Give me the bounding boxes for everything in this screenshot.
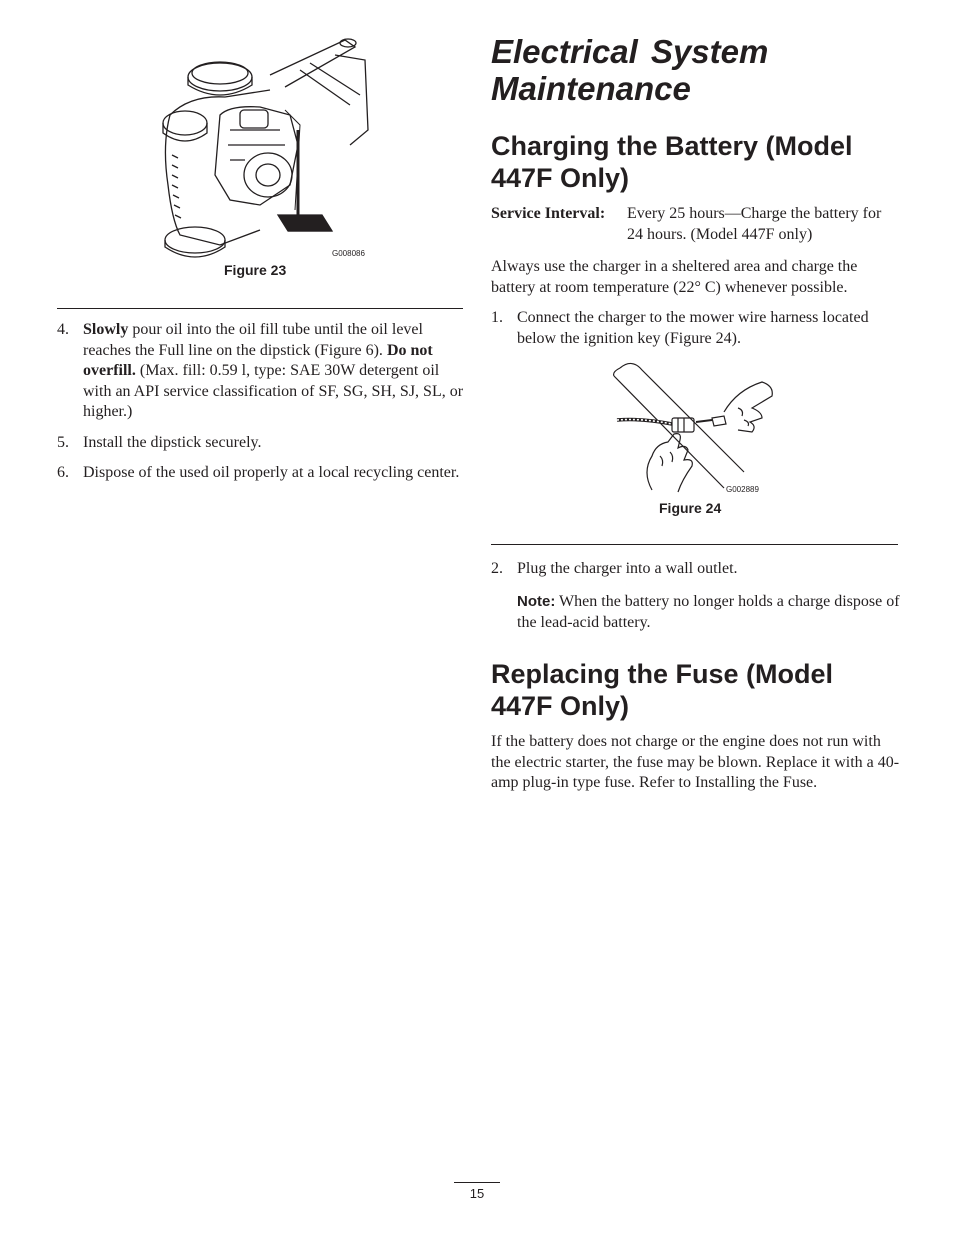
step-2-text: Plug the charger into a wall outlet. (517, 560, 738, 577)
step-6-text: Dispose of the used oil properly at a local recycling center. (83, 464, 460, 481)
left-column (57, 320, 467, 494)
figure-23-caption: Figure 23 (224, 262, 287, 278)
step-4-emphasis-overfill: Do not overfill. (83, 341, 433, 379)
step-4-emphasis-slowly: Slowly (83, 321, 129, 338)
footer-rule (454, 1182, 500, 1183)
step-number: 2. (491, 560, 503, 577)
section-heading-fuse: Replacing the Fuse (Model 447F Only) (491, 659, 834, 721)
note-label: Note: (517, 593, 556, 610)
figure-24-caption: Figure 24 (659, 500, 722, 516)
page-title: Electrical System Maintenance (491, 33, 769, 107)
service-interval-label: Service Interval: (491, 205, 606, 222)
oil-steps-list (57, 320, 467, 484)
figure-23 (150, 35, 380, 265)
section-heading-charging: Charging the Battery (Model 447F Only) (491, 131, 853, 193)
figure-24-illustration (612, 360, 777, 495)
fuse-body: If the battery does not charge or the engine does not run with the electric starter, the fuse may be blown. Replace it with a 40-amp plug-in type fuse. Refer to Installing the Fuse. (491, 733, 900, 791)
list-item (57, 433, 467, 454)
step-4-specs: (Max. fill: 0.59 l, type: SAE 30W detergent oil with an API service classification of SF, SG, SH, SJ, SL, or higher.) (83, 362, 464, 420)
page-number: 15 (469, 1186, 485, 1201)
service-interval-text: Every 25 hours—Charge the battery for 24 hours. (Model 447F only) (627, 205, 882, 243)
figure-24-code: G002889 (726, 485, 759, 494)
list-item (57, 320, 467, 423)
step-number: 6. (57, 464, 69, 481)
figure-23-illustration (150, 35, 380, 265)
step-4-text (83, 321, 463, 420)
step-1-text: Connect the charger to the mower wire harness located below the ignition key (Figure 24). (517, 309, 869, 347)
list-item (57, 463, 467, 484)
step-number: 1. (491, 309, 503, 326)
step-4-body: pour oil into the oil fill tube until the oil level reaches the Full line on the dipstick (Figure 6). (83, 321, 423, 359)
divider-left (57, 308, 463, 309)
step-5-text: Install the dipstick securely. (83, 433, 262, 451)
figure-23-code: G008086 (332, 249, 365, 258)
note-text: When the battery no longer holds a charge dispose of the lead-acid battery. (517, 593, 900, 631)
charging-intro: Always use the charger in a sheltered area and charge the battery at room temperature (22° C) whenever possible. (491, 258, 858, 296)
battery-note (517, 592, 901, 633)
step-number: 5. (57, 433, 69, 451)
step-number: 4. (57, 321, 69, 338)
divider-right (491, 544, 898, 545)
figure-24 (612, 360, 777, 495)
